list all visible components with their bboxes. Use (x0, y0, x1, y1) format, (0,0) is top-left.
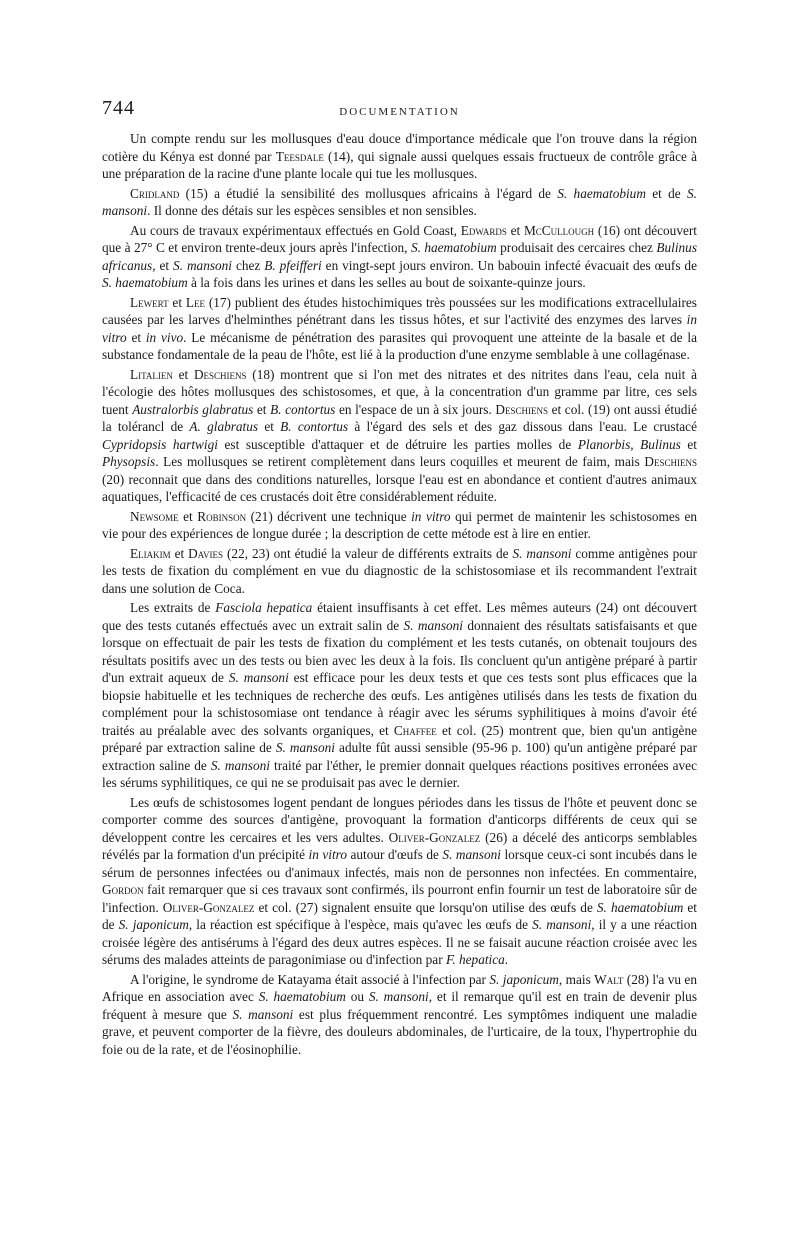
text-run: , et il remarque qu'il est en train de devenir plus fréquent à mesure que (102, 989, 698, 1022)
author-name: Oliver-Gonzalez (388, 829, 481, 845)
paragraph (102, 794, 697, 969)
text-run: et (172, 366, 194, 382)
author-name: Litalien (130, 366, 173, 382)
italic-term: S. mansoni (512, 545, 572, 561)
text-run: et (178, 508, 198, 524)
author-name: McCullough (523, 222, 595, 238)
author-name: Chaffee (393, 722, 437, 738)
italic-term: S. mansoni (232, 1006, 294, 1022)
italic-term: S. mansoni (532, 917, 592, 932)
text-run: (20) reconnait que dans des conditions naturelles, lorsque l'eau est en abondance et contient d'autres animaux aquatiques, l'efficacité de ces crustacés doit être considérablement réduite. (102, 471, 697, 504)
author-name: Oliver-Gonzalez (162, 899, 255, 915)
paragraph (102, 508, 697, 543)
italic-term: S. haematobium (410, 240, 497, 255)
text-run: . Les mollusques se retirent complètement dans leurs coquilles et meurent de faim, mais (155, 454, 645, 469)
text-run: et (253, 401, 271, 417)
text-run: Les extraits de (130, 600, 216, 615)
text-run: est susceptible d'attaquer et de détruire les parties molles de (217, 436, 578, 452)
paragraph (102, 545, 697, 598)
text-run: en vingt-sept jours environ. Un babouin infecté évacuait des œufs de (321, 257, 697, 273)
text-run: donnaient des résultats satisfaisants et que lorsque on effectuait de pair les tests de fixation du complément et les tests cutanés, on obtenait toujours des résultats positifs avec un des tests ou bien avec les deux à la fois. Ils concluent qu'un antigène préparé à partir d'un extrait aqueux de (102, 617, 697, 685)
text-run: et (258, 419, 281, 434)
text-run: . (504, 952, 509, 967)
text-run: , la réaction est spécifique à l'espèce, mais qu'avec les œufs de (188, 917, 533, 932)
text-run: à la fois dans les urines et dans les selles au bout de soixante-quinze jours. (187, 275, 586, 290)
running-head: DOCUMENTATION (339, 106, 460, 118)
italic-term: Planorbis, Bulinus (577, 436, 681, 452)
author-name: Walt (594, 971, 624, 987)
italic-term: A. glabratus (189, 419, 259, 434)
paragraph (102, 599, 697, 792)
author-name: Edwards (460, 222, 507, 238)
italic-term: Cypridopsis hartwigi (102, 436, 218, 452)
italic-term: Physopsis (102, 454, 156, 469)
italic-term: S. mansoni (403, 617, 463, 633)
text-run: et de (102, 899, 698, 932)
text-run: et (506, 222, 524, 238)
italic-term: S. haematobium (102, 275, 188, 290)
text-run: . Il donne des détais sur les espèces sensibles et non sensibles. (147, 203, 477, 218)
italic-term: B. contortus (270, 401, 336, 417)
paragraph (102, 294, 697, 364)
text-run: est plus fréquemment rencontré. Les symptômes indiquent une maladie grave, et peuvent comporter de la fièvre, des douleurs abdominales, de l'urticaire, de la toux, l'hypertrophie du foie ou de la rate, et de l'éosinophilie. (102, 1006, 697, 1057)
text-run: étaient insuffisants à cet effet. Les mêmes auteurs (24) ont découvert que des tests cutanés effectués avec un extrait salin de (102, 600, 697, 633)
author-name: Teesdale (275, 148, 324, 164)
text-run: traité par l'éther, le premier donnait quelques réactions positives erronées avec les sérums syphilitiques, ce qui ne se produisait pas avec le dernier. (102, 757, 697, 790)
text-run: et col. (19) ont aussi étudié la tolérancl de (102, 401, 697, 434)
author-name: Newsome (130, 508, 179, 524)
author-name: Eliakim (130, 545, 171, 561)
text-run: produisait des cercaires chez (496, 240, 657, 255)
italic-term: S. haematobium (557, 185, 646, 201)
italic-term: S. haematobium (258, 989, 346, 1004)
text-run: . Le mécanisme de pénétration des parasites qui provoquent une atteinte de la basale et de la substance fondamentale de la peau de l'hôte, est lié à la production d'une enzyme semblable à une collagénase. (102, 329, 697, 362)
body-text (102, 130, 697, 1058)
text-run: A l'origine, le syndrome de Katayama était associé à l'infection par (130, 971, 490, 987)
author-name: Deschiens (495, 401, 548, 417)
paragraph (102, 971, 697, 1059)
text-run: (18) montrent que si l'on met des nitrates et des nitrites dans l'eau, cela nuit à l'écologie des hôtes mollusques des schistosomes, et que, à la concentration d'un gramme par litre, ces sels tuent (102, 366, 697, 417)
author-name: Davies (188, 545, 224, 561)
italic-term: S. japonicum (489, 971, 559, 987)
italic-term: in vitro (102, 312, 697, 345)
italic-term: B. pfeifferi (264, 257, 322, 273)
italic-term: Bulinus africanus (102, 240, 698, 273)
text-run: ou (345, 989, 369, 1004)
text-run: adulte fût aussi sensible (95-96 p. 100) qu'un antigène préparé par extraction saline de (102, 740, 698, 773)
italic-term: S. mansoni (173, 257, 233, 273)
text-run: et (170, 545, 189, 561)
italic-term: Fasciola hepatica (215, 600, 313, 615)
italic-term: S. haematobium (596, 899, 684, 915)
text-run: , mais (558, 971, 595, 987)
text-run: et de (645, 185, 688, 201)
text-run: comme antigènes pour les tests de fixation du complément en vue du diagnostic de la schistosomiase et ils recommandent l'extrait dans une solution de Coca. (102, 545, 697, 596)
author-name: Lewert (130, 294, 169, 310)
text-run: et col. (25) montrent que, bien qu'un antigène préparé par extraction saline de (102, 722, 697, 755)
text-run: autour d'œufs de (347, 847, 443, 862)
text-run: Au cours de travaux expérimentaux effectués en Gold Coast, (130, 222, 461, 238)
text-run: Les œufs de schistosomes logent pendant de longues périodes dans les tissus de l'hôte et peuvent donc se comporter comme des sources d'antigène, provoquant la formation d'anticorps différents de ceux qui se développent contre les cercaires et les vers adultes. (102, 794, 697, 845)
italic-term: Australorbis glabratus (132, 401, 254, 417)
text-run: et col. (27) signalent ensuite que lorsqu'on utilise des œufs de (254, 899, 597, 915)
italic-term: S. mansoni (275, 740, 335, 755)
text-run: , il y a une réaction croisée légère des antisérums à l'égard des deux autres espèces. Il ne se faisait aucune réaction croisée avec les sérums des malades atteints de paragonimiase ou d'infection par (102, 917, 698, 967)
paragraph (102, 185, 697, 220)
text-run: Un compte rendu sur les mollusques d'eau douce d'importance médicale que l'on trouve dans la région cotière du Kénya est donné par (102, 131, 697, 164)
text-run: (16) ont découvert que à 27° C et environ trente-deux jours après l'infection, (102, 222, 698, 255)
italic-term: S. mansoni (228, 670, 289, 685)
text-run: qui permet de maintenir les schistosomes en vie pour des expériences de longue durée ; la description de cette métode est à lire en entier. (102, 508, 697, 541)
italic-term: S. japonicum (118, 917, 189, 932)
italic-term: S. mansoni (368, 989, 429, 1004)
text-run: (14), qui signale aussi quelques essais fructueux de contrôle grâce à une préparation de la racine d'une plante locale qui tue les mollusques. (102, 148, 697, 181)
author-name: Robinson (197, 508, 247, 524)
author-name: Deschiens (193, 366, 247, 382)
page-number: 744 (102, 97, 135, 119)
text-run: est efficace pour les deux tests et que ces tests sont plus efficaces que la biopsie habituelle et les techniques de recherche des œufs. Les antigènes utilisés dans les tests de fixation du complément pour la schistosomiase ont tendance à réagir avec les sérums syphilitiques à moins d'avoir été traités au préalable avec des solvants organiques, et (102, 670, 697, 738)
paragraph (102, 130, 697, 183)
author-name: Gordon (102, 882, 144, 897)
text-run: (17) publient des études histochimiques très poussées sur les modifications extracellulaires causées par les larves d'helminthes pénétrant dans les tissus hôtes, et sur l'activité des enzymes des larves (102, 294, 697, 327)
paragraph (102, 222, 697, 292)
text-run: (15) a étudié la sensibilité des mollusques africains à l'égard de (179, 185, 558, 201)
text-run: lorsque ceux-ci sont incubés dans le sérum de personnes infectées ou d'animaux infectés, mais non de personnes non infectées. En commentaire, (102, 847, 697, 880)
text-run: (22, 23) ont étudié la valeur de différents extraits de (223, 545, 513, 561)
document-page (102, 97, 698, 1060)
text-run: (26) a décelé des anticorps semblables révélés par la formation d'un précipité (102, 829, 697, 862)
author-name: Lee (185, 294, 205, 310)
italic-term: F. hepatica (445, 952, 505, 967)
text-run: en l'espace de un à six jours. (335, 401, 496, 417)
author-name: Cridland (130, 185, 180, 201)
italic-term: in vitro (411, 508, 451, 524)
italic-term: in vivo (145, 329, 184, 345)
italic-term: S. mansoni (210, 757, 270, 773)
text-run: fait remarquer que si ces travaux sont confirmés, ils pourront enfin fournir un test de laboratoire sûr de l'infection. (102, 882, 697, 915)
italic-term: in vitro (308, 847, 347, 862)
author-name: Deschiens (644, 454, 697, 469)
text-run: à l'égard des sels et des gaz dissous dans l'eau. Le crustacé (348, 419, 697, 434)
text-run: , et (152, 257, 174, 273)
text-run: chez (232, 257, 265, 273)
italic-term: S. mansoni (102, 185, 697, 218)
italic-term: B. contortus (280, 419, 349, 434)
text-run: et (680, 436, 697, 452)
text-run: (28) l'a vu en Afrique en association avec (102, 971, 697, 1004)
page-header (102, 97, 697, 130)
text-run: (21) décrivent une technique (246, 508, 412, 524)
text-run: et (126, 329, 146, 345)
text-run: et (168, 294, 186, 310)
paragraph (102, 366, 697, 506)
italic-term: S. mansoni (442, 847, 501, 862)
